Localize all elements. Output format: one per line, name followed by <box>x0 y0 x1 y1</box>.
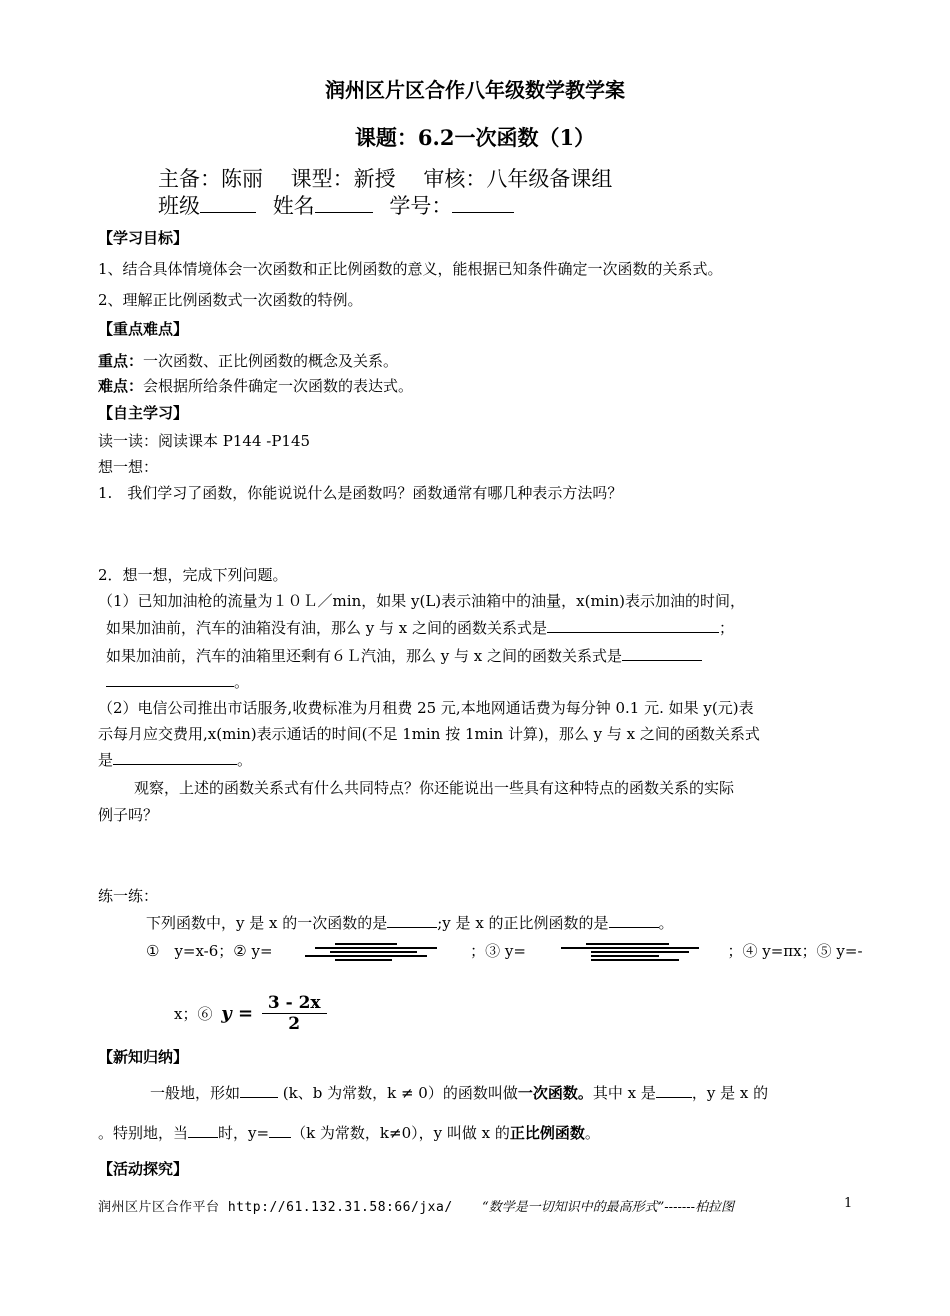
answer-blank-1[interactable] <box>547 617 719 633</box>
practice-text-end: 。 <box>658 914 674 932</box>
summary-text-e: 。特别地，当 <box>98 1124 189 1142</box>
id-field[interactable] <box>452 192 514 213</box>
summary-heading: 【新知归纳】 <box>98 1048 189 1066</box>
summary-blank-1[interactable] <box>240 1082 278 1098</box>
footer-quote: “数学是一切知识中的最高形式”-------柏拉图 <box>482 1200 735 1215</box>
objective-item-1: 1、结合具体情境体会一次函数和正比例函数的意义，能根据已知条件确定一次函数的关系式。 <box>98 260 723 278</box>
name-field[interactable] <box>315 192 373 213</box>
summary-text-f: 时，y= <box>218 1124 270 1142</box>
name-label: 姓名 <box>272 194 315 218</box>
summary-text-end: 。 <box>584 1124 600 1142</box>
class-field[interactable] <box>200 192 256 213</box>
problem-1-line-b <box>106 617 734 638</box>
summary-blank-4[interactable] <box>269 1122 291 1138</box>
problem-2-text-c: 是 <box>98 751 114 769</box>
key-text: 一次函数、正比例函数的概念及关系。 <box>143 352 399 370</box>
answer-blank-2a[interactable] <box>622 645 702 661</box>
fraction-numerator: 3 - 2x <box>262 993 327 1014</box>
option-6-fraction <box>262 993 327 1034</box>
question-2: 2．想一想，完成下列问题。 <box>98 566 288 584</box>
problem-1-text-b: 如果加油前，汽车的油箱没有油，那么 y 与 x 之间的函数关系式是 <box>106 619 548 637</box>
fraction-denominator: 2 <box>288 1014 301 1034</box>
option-1-2-text: ① y=x-6；② y= <box>146 942 273 960</box>
option-6-label: x；⑥ <box>174 1005 213 1023</box>
practice-label: 练一练： <box>98 887 159 905</box>
think-label: 想一想： <box>98 458 159 476</box>
answer-blank-2b[interactable] <box>106 671 234 687</box>
observe-line-b: 例子吗？ <box>98 806 159 824</box>
key-point <box>98 350 398 371</box>
key-label: 重点： <box>98 352 144 370</box>
problem-1-line-d <box>106 671 249 692</box>
problem-2-line-a: （2）电信公司推出市话服务,收费标准为月租费 25 元,本地网通话费为每分钟 0.1 元. 如果 y(元)表 <box>98 699 754 717</box>
problem-1-text-c: 如果加油前，汽车的油箱里还剩有６Ｌ汽油，那么 y 与 x 之间的函数关系式是 <box>106 647 623 665</box>
summary-text-a: 一般地，形如 <box>150 1084 241 1102</box>
problem-1-d-end: 。 <box>234 673 250 691</box>
option-6-lhs: y = <box>221 1003 254 1024</box>
lesson-meta: 主备：陈丽 课型：新授 审核：八年级备课组 <box>158 167 613 191</box>
problem-1-line-c <box>106 645 702 666</box>
lesson-number: 6.2 <box>417 125 455 150</box>
summary-text-d: ，y 是 x 的 <box>691 1084 769 1102</box>
self-study-heading: 【自主学习】 <box>98 404 189 422</box>
summary-text-b: (k、b 为常数，k ≠ 0）的函数叫做 <box>278 1084 518 1102</box>
footer-site: 润州区片区合作平台 http://61.132.31.58:66/jxa/ <box>98 1200 453 1215</box>
hard-label: 难点： <box>98 377 144 395</box>
observe-line-a: 观察，上述的函数关系式有什么共同特点？你还能说出一些具有这种特点的函数关系的实际 <box>134 779 735 797</box>
practice-blank-1[interactable] <box>387 912 437 928</box>
page-title: 润州区片区合作八年级数学教学案 <box>325 78 625 102</box>
problem-2-line-b: 示每月应交费用,x(min)表示通话的时间(不足 1min 按 1min 计算)，那么 y 与 x 之间的函数关系式 <box>98 725 760 743</box>
answer-blank-3[interactable] <box>113 749 237 765</box>
option-6 <box>174 993 327 1034</box>
activity-heading: 【活动探究】 <box>98 1160 189 1178</box>
summary-term-proportional: 正比例函数 <box>509 1124 585 1142</box>
read-instruction: 读一读：阅读课本 P144 -P145 <box>98 432 311 450</box>
summary-text-g: （k 为常数，k≠0），y 叫做 x 的 <box>291 1124 510 1142</box>
objective-item-2: 2、理解正比例函数式一次函数的特例。 <box>98 291 363 309</box>
lesson-prefix: 课题： <box>354 125 418 150</box>
question-1: 1. 我们学习了函数，你能说说什么是函数吗？函数通常有哪几种表示方法吗？ <box>98 484 623 502</box>
option-2-garbled-formula <box>305 941 437 963</box>
problem-1-line-a: （1）已知加油枪的流量为１０Ｌ／min，如果 y(L)表示油箱中的油量，x(min)表示加油的时间， <box>98 592 745 610</box>
practice-options <box>146 940 863 963</box>
summary-blank-2[interactable] <box>656 1082 692 1098</box>
summary-text-c: 其中 x 是 <box>592 1084 656 1102</box>
option-4-5-text: ；④ y=πx；⑤ y=- <box>727 942 863 960</box>
practice-blank-2[interactable] <box>609 912 659 928</box>
summary-term-linear: 一次函数。 <box>517 1084 593 1102</box>
problem-2-c-end: 。 <box>237 751 253 769</box>
option-3-garbled-formula <box>561 941 699 963</box>
problem-1-b-end: ； <box>719 619 735 637</box>
summary-line-1 <box>150 1082 768 1103</box>
page-number: 1 <box>844 1196 853 1211</box>
lesson-title <box>0 122 950 152</box>
problem-2-line-c <box>98 749 252 770</box>
id-label: 学号： <box>389 194 453 218</box>
summary-line-2 <box>98 1122 600 1143</box>
keypoints-heading: 【重点难点】 <box>98 320 189 338</box>
practice-text-a: 下列函数中，y 是 x 的一次函数的是 <box>146 914 388 932</box>
option-3-text: ；③ y= <box>470 942 526 960</box>
student-info <box>158 190 514 220</box>
lesson-name: 一次函数（1） <box>454 125 596 150</box>
practice-text-b: ;y 是 x 的正比例函数的是 <box>437 914 609 932</box>
practice-question <box>146 912 674 933</box>
hard-point <box>98 375 413 396</box>
objectives-heading: 【学习目标】 <box>98 229 189 247</box>
class-label: 班级 <box>158 194 200 218</box>
hard-text: 会根据所给条件确定一次函数的表达式。 <box>143 377 414 395</box>
summary-blank-3[interactable] <box>188 1122 218 1138</box>
